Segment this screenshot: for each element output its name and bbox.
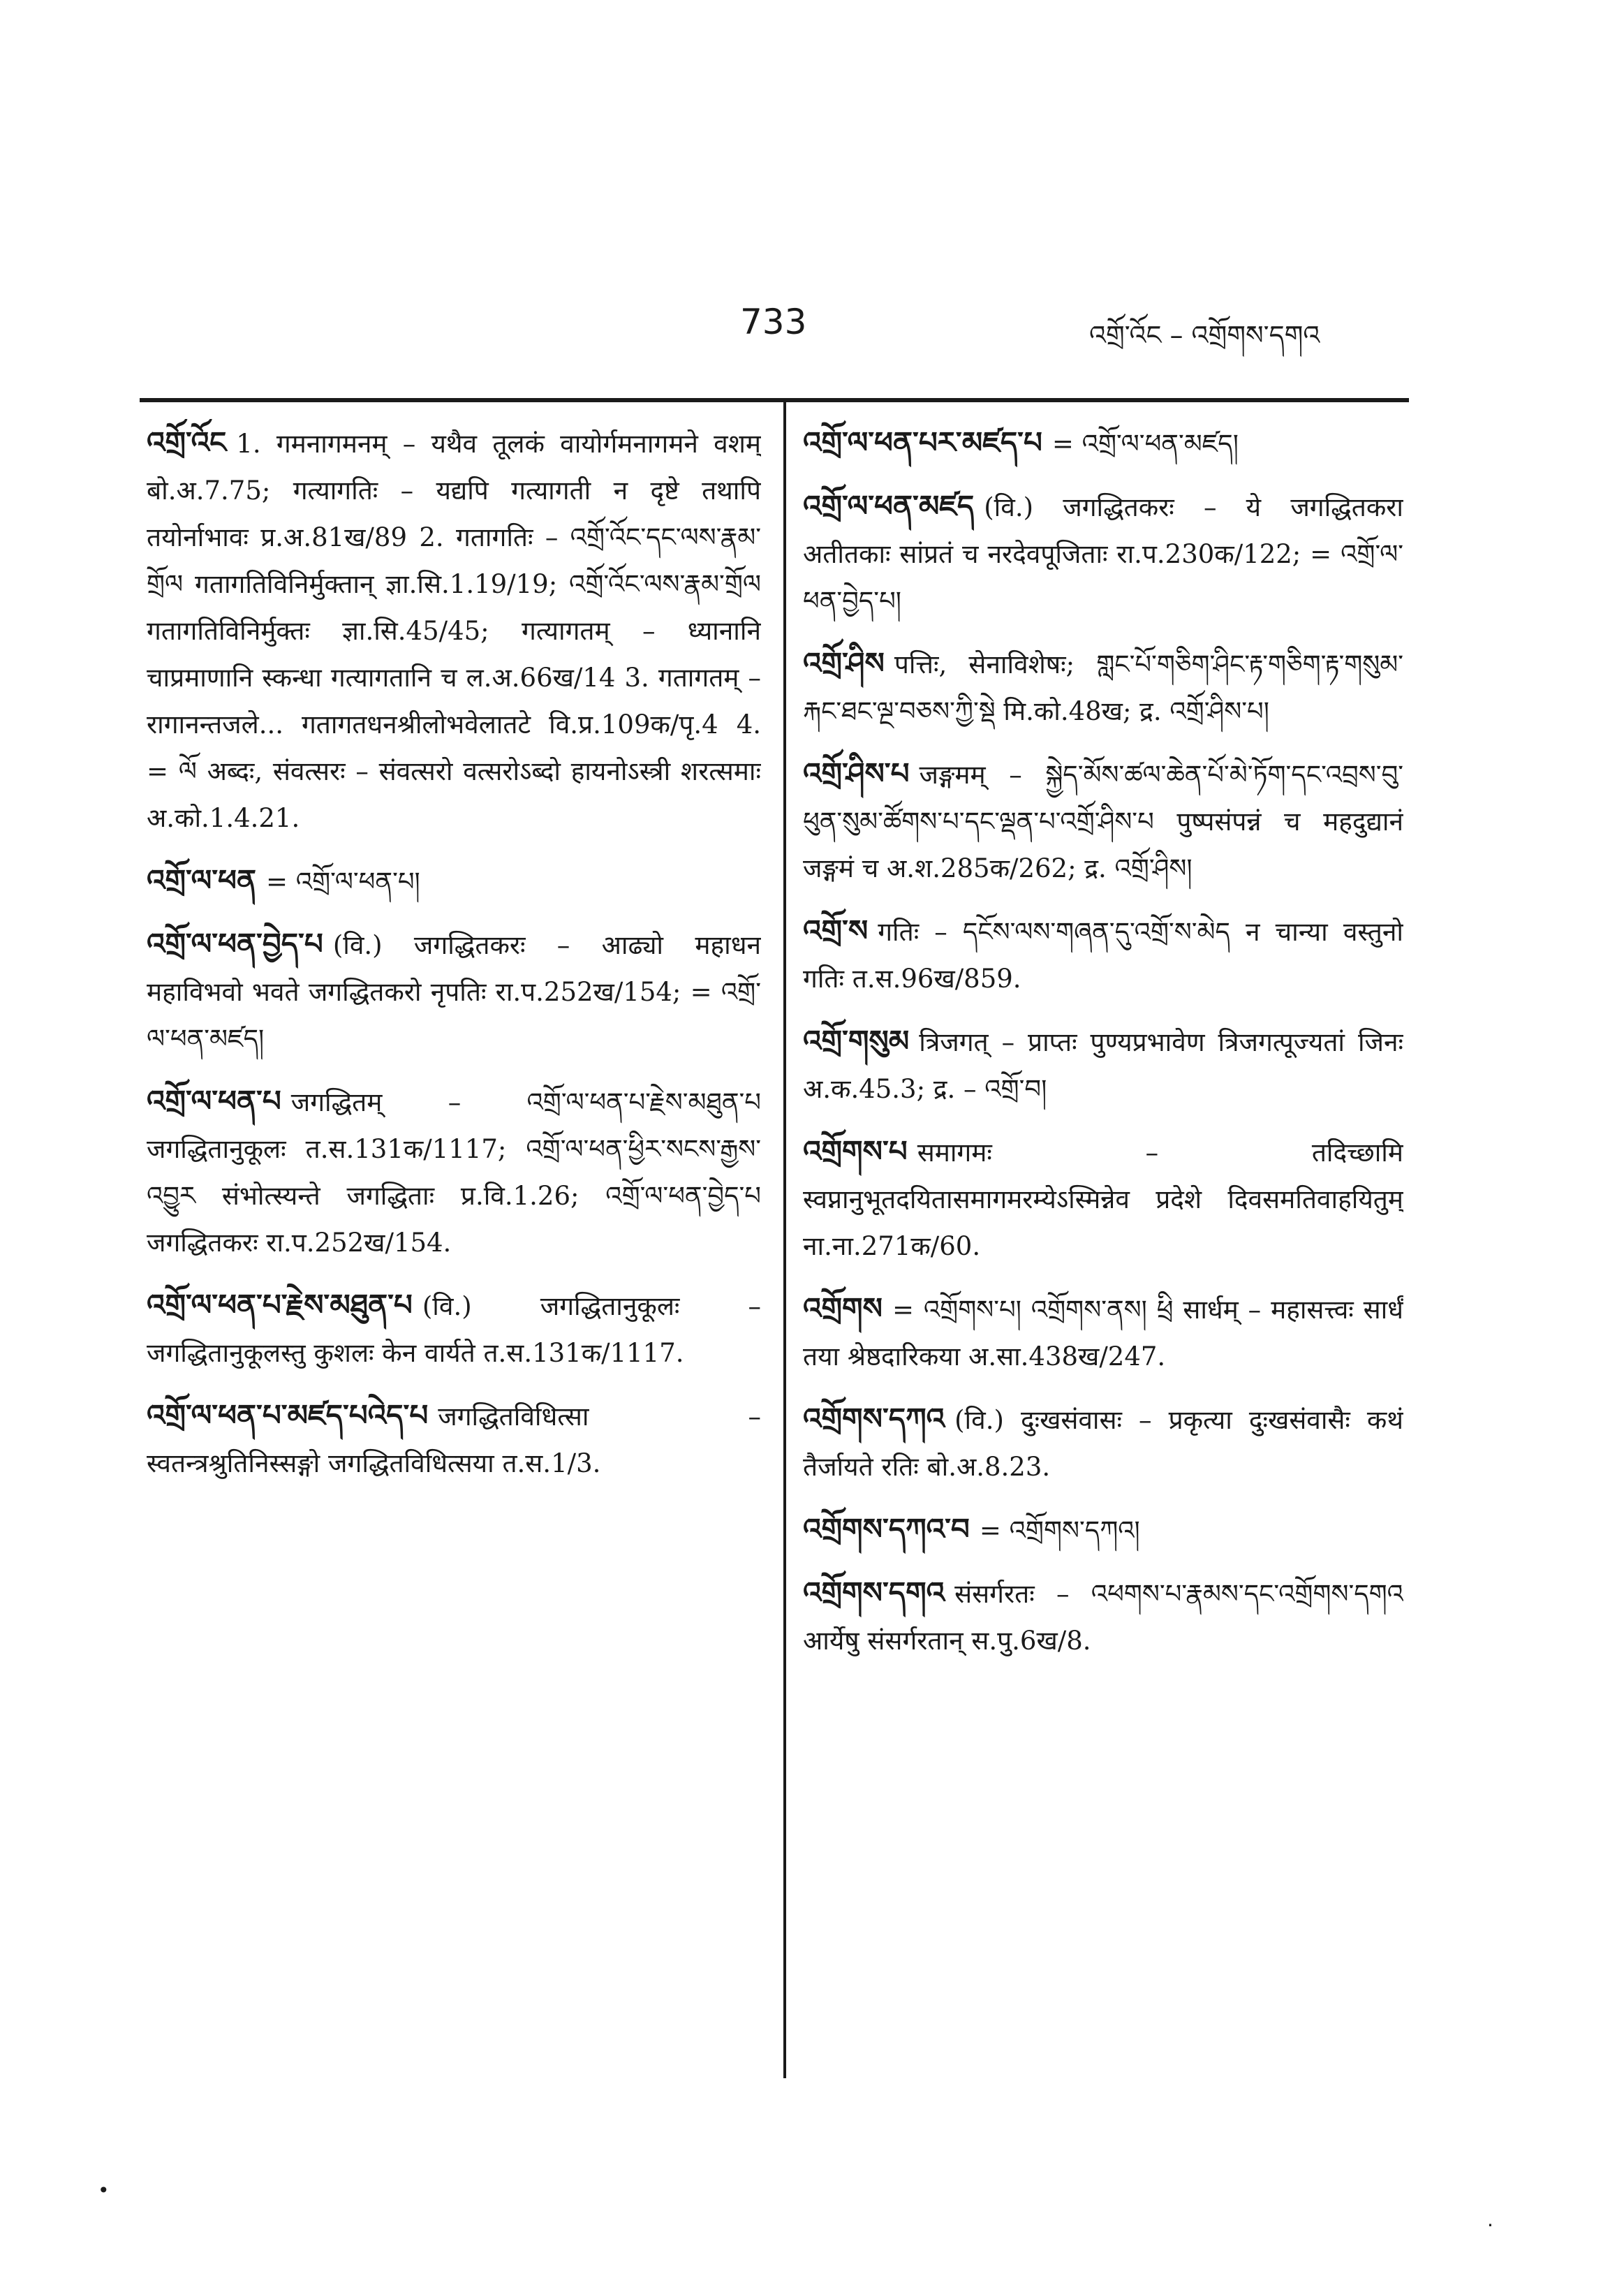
headword: འགྲོ་ས: [803, 913, 869, 948]
entry-text: त्रिजगत् – प्राप्तः पुण्यप्रभावेण त्रिजगत्पूज्यतां जिनः अ.क.45.3; द्र. – འགྲོ་བ།: [803, 1027, 1403, 1104]
headword: འགྲོགས་དཀའ: [803, 1402, 945, 1436]
headword: འགྲོ་ཤིས: [803, 646, 885, 680]
dictionary-entry: [147, 1078, 761, 1266]
headword: འགྲོ་ལ་ཕན་བྱེད་པ: [147, 927, 323, 961]
entry-text: जगद्धितविधित्सा – स्वतन्त्रश्रुतिनिस्सङ्गो जगद्धितविधित्सया त.स.1/3.: [147, 1402, 761, 1478]
header-rule: [140, 398, 1409, 402]
left-column: [147, 419, 761, 2081]
dictionary-entry: [147, 419, 761, 841]
entry-text: = འགྲོ་ལ་ཕན་པ།: [266, 867, 420, 897]
headword: འགྲོ་ལ་ཕན་པ་མཛད་པའེད་པ: [147, 1398, 429, 1432]
headword: འགྲོ་ཤིས་པ: [803, 756, 910, 791]
entry-text: संसर्गरतः – འཕགས་པ་རྣམས་དང་འགྲོགས་དགའ आर्येषु संसर्गरतान् स.पु.6ख/8.: [803, 1579, 1403, 1656]
headword: འགྲོ་ལ་ཕན་པར་མཛད་པ: [803, 425, 1042, 459]
dictionary-entry: [147, 857, 761, 905]
entry-text: समागमः – तदिच्छामि स्वप्नानुभूतदयितासमागमरम्येऽस्मिन्नेव प्रदेशे दिवसमतिवाहयितुम् ना.ना.271क/60.: [803, 1138, 1403, 1261]
dictionary-entry: [803, 483, 1403, 624]
column-divider: [783, 402, 786, 2078]
headword: འགྲོགས་དགའ: [803, 1575, 945, 1610]
dictionary-entry: [147, 1392, 761, 1487]
dictionary-entry: [803, 1128, 1403, 1270]
dictionary-entry: [803, 1569, 1403, 1664]
dictionary-entry: [803, 1017, 1403, 1112]
entry-text: जगद्धितम् – འགྲོ་ལ་ཕན་པ་རྗེས་མཐུན་པ जगद्धितानुकूलः त.स.131क/1117; འགྲོ་ལ་ཕན་ཕྱིར་སངས་རྒྱས་འབྱུར संभोत्स्यन्ते जगद्धिताः प्र.वि.1.26; འགྲོ་ལ་ཕན་བྱེད་པ जगद्धितकरः रा.प.252ख/154.: [147, 1087, 761, 1258]
headword: འགྲོ་ལ་ཕན་མཛད: [803, 489, 975, 523]
page-number: 733: [740, 302, 807, 342]
entry-text: = འགྲོགས་པ། འགྲོགས་ནས། ཕྲི सार्धम् – महासत्त्वः सार्धं तया श्रेष्ठदारिकया अ.सा.438ख/247.: [803, 1295, 1403, 1372]
headword: འགྲོགས་པ: [803, 1134, 908, 1168]
dictionary-entry: [803, 419, 1403, 467]
headword: འགྲོ་ལ་ཕན་པ: [147, 1084, 281, 1118]
dictionary-entry: [803, 1506, 1403, 1554]
dictionary-entry: [803, 640, 1403, 735]
entry-text: = འགྲོ་ལ་ཕན་མཛད།: [1051, 429, 1239, 459]
entry-text: पत्तिः, सेनाविशेषः; གླང་པོ་གཅིག་ཤིང་རྟ་གཅིག་རྟ་གསུམ་རྐང་ཐང་ལྔ་བཅས་ཀྱི་སྡེ मि.को.48ख; द्र. འགྲོ་ཤིས་པ།: [803, 649, 1403, 726]
headword: འགྲོ་འོང: [147, 425, 227, 459]
dictionary-entry: [803, 907, 1403, 1002]
headword: འགྲོ་གསུམ: [803, 1024, 910, 1058]
dictionary-entry: [147, 920, 761, 1062]
entry-text: (वि.) दुःखसंवासः – प्रकृत्या दुःखसंवासैः कथं तैर्जायते रतिः बो.अ.8.23.: [803, 1405, 1403, 1482]
entry-text: (वि.) जगद्धितकरः – ये जगद्धितकरा अतीतकाः सांप्रतं च नरदेवपूजिताः रा.प.230क/122; = འགྲོ་ལ་ཕན་བྱེད་པ།: [803, 492, 1403, 616]
stray-dot: ·: [1487, 2214, 1493, 2237]
right-column: [803, 419, 1403, 2081]
running-head: འགྲོ་འོང – འགྲོགས་དགའ: [1089, 320, 1320, 351]
dictionary-entry: [147, 1281, 761, 1376]
headword: འགྲོགས: [803, 1291, 883, 1325]
entry-text: गतिः – དངོས་ལས་གཞན་དུ་འགྲོ་ས་མེད न चान्या वस्तुनो गतिः त.स.96ख/859.: [803, 917, 1403, 994]
dictionary-entry: [803, 1285, 1403, 1380]
stray-dot: •: [98, 2179, 110, 2202]
dictionary-entry: [803, 1395, 1403, 1490]
entry-text: (वि.) जगद्धितानुकूलः – जगद्धितानुकूलस्तु कुशलः केन वार्यते त.स.131क/1117.: [147, 1291, 761, 1368]
entry-text: = འགྲོགས་དཀའ།: [979, 1515, 1140, 1545]
headword: འགྲོ་ལ་ཕན: [147, 863, 256, 897]
entry-text: 1. गमनागमनम् – यथैव तूलकं वायोर्गमनागमने वशम् बो.अ.7.75; गत्यागतिः – यद्यपि गत्यागती न दृष्टे तथापि तयोर्नाभावः प्र.अ.81ख/89 2. गतागतिः – འགྲོ་འོང་དང་ལས་རྣམ་གྲོལ गतागतिविनिर्मुक्तान् ज्ञा.सि.1.19/19; འགྲོ་འོང་ལས་རྣམ་གྲོལ गतागतिविनिर्मुक्तः ज्ञा.सि.45/45; गत्यागतम् – ध्यानानि चाप्रमाणानि स्कन्धा गत्यागतानि च ल.अ.66ख/14 3. गतागतम् – रागानन्तजले... गतागतधनश्रीलोभवेलातटे वि.प्र.109क/पृ.4 4. = ལོ अब्दः, संवत्सरः – संवत्सरो वत्सरोऽब्दो हायनोऽस्त्री शरत्समाः अ.को.1.4.21.: [147, 429, 761, 833]
entry-text: (वि.) जगद्धितकरः – आढ्यो महाधन महाविभवो भवते जगद्धितकरो नृपतिः रा.प.252ख/154; = འགྲོ་ལ་ཕན་མཛད།: [147, 930, 761, 1054]
dictionary-entry: [803, 750, 1403, 892]
headword: འགྲོ་ལ་ཕན་པ་རྗེས་མཐུན་པ: [147, 1288, 413, 1322]
entry-text: जङ्गमम् – སྐྱེད་མོས་ཚལ་ཆེན་པོ་མེ་ཏོག་དང་འབྲས་བུ་ཕུན་སུམ་ཚོགས་པ་དང་ལྡན་པ་འགྲོ་ཤིས་པ पुष्पसंपन्नं च महदुद्यानं जङ्गमं च अ.श.285क/262; द्र. འགྲོ་ཤིས།: [803, 760, 1403, 883]
headword: འགྲོགས་དཀའ་བ: [803, 1512, 970, 1546]
